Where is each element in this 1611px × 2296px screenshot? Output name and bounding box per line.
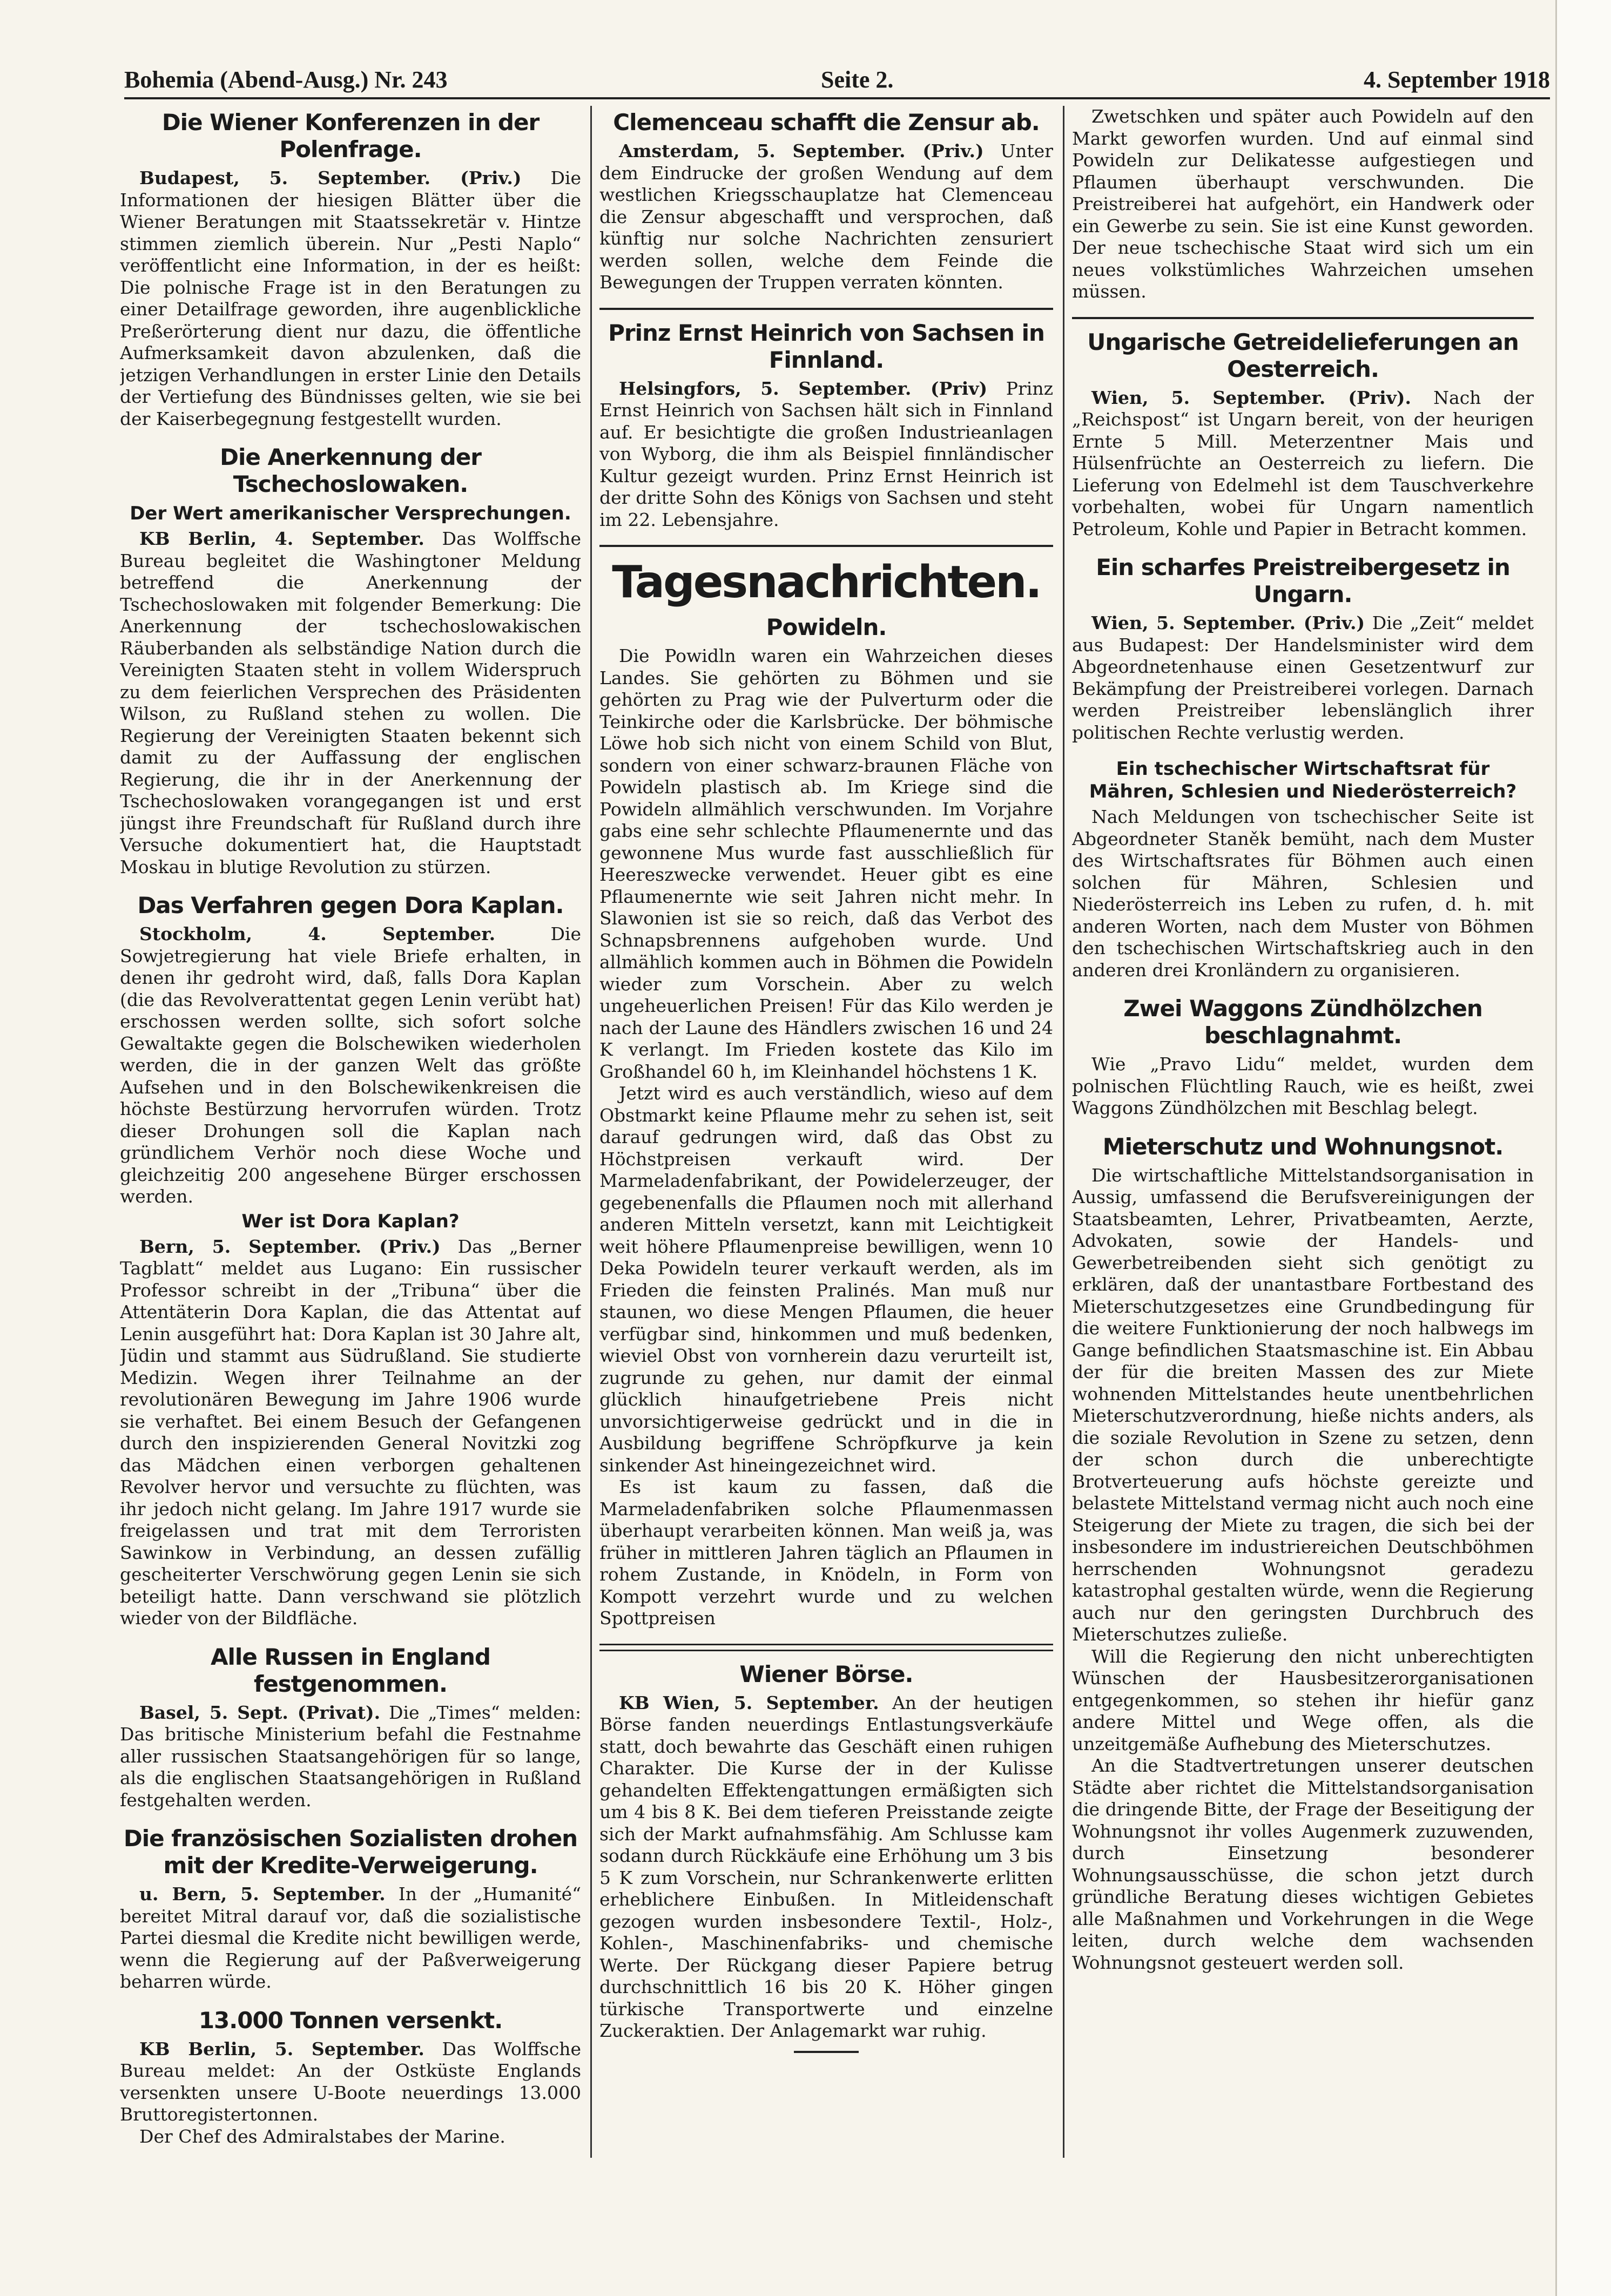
article-text: In der „Humanité“ bereitet Mitral darauf vor, daß die sozialistische Partei diesmal die Kredite nicht bewilligen werde, wenn die Regierung auf der Paßverweigerung beharren würde. xyxy=(120,1883,581,1992)
section-rule xyxy=(599,1644,1053,1651)
article-text: Prinz Ernst Heinrich von Sachsen hält sich in Finnland auf. Er besichtigte die großen Industrieanlagen von Wyborg, die ihm als Beispiel finnländischer Kultur gezeigt wurden. Prinz Ernst Heinrich ist der dritte Sohn des Königs von Sachsen und steht im 22. Lebensjahre. xyxy=(599,377,1053,530)
dateline: Wien, 5. September. (Priv.) xyxy=(1091,612,1365,633)
article-text: Die „Times“ melden: Das britische Ministerium befahl die Festnahme aller russischen Staatsangehörigen für so lange, als die englischen Staatsangehörigen in Rußland festgehalten werden. xyxy=(120,1701,581,1811)
article-text: Die Sowjetregierung hat viele Briefe erhalten, in denen ihr gedroht wird, daß, falls Dora Kaplan (die das Revolverattentat gegen Lenin verübt hat) erschossen werden sollte, sich sofort solche Gewaltakte gegen die Bolschewiken wiederholen werden, die in der ganzen Welt das größte Aufsehen und in den Bolschewikenkreisen die höchste Bestürzung hervorrufen würden. Trotz dieser Drohungen soll die Kaplan nach gründlichem Verhör noch diese Woche und gleichzeitig 200 angesehene Bürger erschossen werden. xyxy=(120,923,581,1207)
article-text: Es ist kaum zu fassen, daß die Marmeladenfabriken solche Pflaumenmassen überhaupt verarbeiten können. Man weiß ja, was früher in mittleren Jahren täglich an Pflaumen in rohem Zustande, in Knödeln, in Form von Kompott verzehrt wurde und zu welchen Spottpreisen xyxy=(599,1476,1053,1629)
article-title: Powideln. xyxy=(766,614,887,640)
scan-margin xyxy=(1555,0,1611,2296)
column-1 xyxy=(120,106,581,2158)
article-text: An die Stadtvertretungen unserer deutschen Städte aber richtet die Mittelstandsorganisation die dringende Bitte, der Frage der Beseitigung der Wohnungsnot ihr volles Augenmerk zuzuwenden, durch Einsetzung besonderer Wohnungsausschüsse, die schon jetzt durch gründliche Beratung dieses wichtigen Gebietes alle Maßnahmen und Vorkehrungen in die Wege leiten, durch welche dem wachsenden Wohnungsnot gesteuert werden soll. xyxy=(1072,1755,1534,1973)
article-title: Mieterschutz und Wohnungsnot. xyxy=(1102,1133,1504,1160)
article-title: Wiener Börse. xyxy=(739,1660,913,1687)
article-text: Nach Meldungen von tschechischer Seite ist Abgeordneter Staněk bemüht, nach dem Muster des Wirtschaftsrates für Böhmen auch einen solchen für Mähren, Schlesien und Niederösterreich ins Leben zu rufen, d. h. mit anderen Worten, nach dem Muster von Böhmen den tschechischen Wirtschaftskrieg auch in den anderen drei Kronländern zu organisieren. xyxy=(1072,806,1534,981)
article-tschechoslowaken xyxy=(120,444,581,878)
article-subtitle: Der Wert amerikanischer Versprechungen. xyxy=(130,503,571,524)
dateline: Budapest, 5. September. (Priv.) xyxy=(139,167,522,188)
article-title: Die französischen Sozialisten drohen mit der Kredite-Verweigerung. xyxy=(123,1825,578,1879)
article-text: Das „Berner Tagblatt“ meldet aus Lugano: Ein russischer Professor schreibt in der „Tribuna“ über die Attentäterin Dora Kaplan, die das Attentat auf Lenin ausgeführt hat: Dora Kaplan ist 30 Jahre alt, Jüdin und stammt aus Südrußland. Sie studierte Medizin. Wegen ihrer Teilnahme an der revolutionären Bewegung im Jahre 1906 wurde sie verhaftet. Bei einem Besuch der Gefangenen durch den inspizierenden General Novitzki zog das Mädchen einen verborgen gehaltenen Revolver hervor und versuchte zu flüchten, was ihr jedoch nicht gelang. Im Jahre 1917 wurde sie freigelassen und trat mit dem Terroristen Sawinkow in Verbindung, an dessen zufällig gescheiterter Verschwörung gegen Lenin sie sich beteiligt hatte. Dann verschwand sie plötzlich wieder von der Bildfläche. xyxy=(120,1235,581,1629)
header-page-number: Seite 2. xyxy=(821,66,894,93)
dateline: Basel, 5. Sept. (Privat). xyxy=(139,1701,381,1723)
article-title: Die Anerkennung der Tschechoslowaken. xyxy=(220,444,481,497)
article-sozialisten xyxy=(120,1825,581,1993)
header-masthead: Bohemia (Abend-Ausg.) Nr. 243 xyxy=(124,66,448,93)
dateline: Helsingfors, 5. September. (Priv) xyxy=(619,377,988,399)
article-title: 13.000 Tonnen versenkt. xyxy=(198,2007,503,2034)
dateline: Stockholm, 4. September. xyxy=(139,923,496,944)
dateline: KB Berlin, 4. September. xyxy=(139,528,424,549)
column-3 xyxy=(1072,106,1534,2158)
dateline: KB Berlin, 5. September. xyxy=(139,2038,424,2059)
article-text: Jetzt wird es auch verständlich, wieso auf dem Obstmarkt keine Pflaume mehr zu sehen ist, seit darauf gedrungen wird, daß das Obst zu Höchstpreisen verkauft wird. Der Marmeladenfabrikant, der Powidelerzeuger, der gegebenenfalls die Pflaumen noch mit allerhand anderen Mitteln versetzt, kann mit Leichtigkeit weit höhere Pflaumenpreise bewilligen, wenn 10 Deka Powideln teurer verkauft werden, als im Frieden die feinsten Pralinés. Man muß nur staunen, wo diese Mengen Pflaumen, die heuer verfügbar sind, hinkommen und muß bedenken, wieviel Obst von vornherein dazu verurteilt ist, zugrunde zu gehen, nur damit der einmal glücklich hinaufgetriebene Preis nicht unvorsichtigerweise gedrückt und in die in Ausbildung begriffene Schröpfkurve ja kein sinkender Ast hineingezeichnet wird. xyxy=(599,1083,1053,1476)
article-text: Nach der „Reichspost“ ist Ungarn bereit, von der heurigen Ernte 5 Mill. Meterzentner Mais und Hülsenfrüchte an Oesterreich zu liefern. Die Lieferung von Edelmehl ist dem Tauschverkehre vorbehalten, wobei für Ungarn namentlich Petroleum, Kohle und Papier in Betracht kommen. xyxy=(1072,387,1534,539)
section-rule xyxy=(1072,317,1534,319)
article-signature: Der Chef des Admiralstabes der Marine. xyxy=(139,2125,505,2147)
article-text: Will die Regierung den nicht unberechtigten Wünschen der Hausbesitzerorganisationen entgegenkommen, so stehen ihr hiefür ganz andere Mittel und Wege offen, als die unzeitgemäße Aufhebung des Mieterschutzes. xyxy=(1072,1645,1534,1754)
article-title: Ein tschechischer Wirtschaftsrat für Mähren, Schlesien und Niederösterreich? xyxy=(1089,758,1517,802)
article-tonnen-versenkt xyxy=(120,2007,581,2148)
article-title: Clemenceau schafft die Zensur ab. xyxy=(613,109,1040,136)
article-subtitle: Wer ist Dora Kaplan? xyxy=(241,1210,460,1232)
article-title: Ungarische Getreidelieferungen an Oesterreich. xyxy=(1087,328,1519,382)
article-zuendhoelzchen xyxy=(1072,995,1534,1119)
article-text: Die wirtschaftliche Mittelstandsorganisation in Aussig, umfassend die Berufsvereinigungen der Staatsbeamten, Lehrer, Privatbeamten, Aerzte, Advokaten, sowie der Handels- und Gewerbetreibenden sieht sich genötigt zu erklären, daß der unantastbare Fortbestand des Mieterschutzgesetzes eine Grundbedingung für die weitere Funktionierung der noch halbwegs im Gange befindlichen Staatsmaschine ist. Ein Abbau der für die breiten Massen des zur Miete wohnenden Mittelstandes heute unentbehrlichen Mieterschutzverordnung, hieße nichts anders, als die soziale Revolution in Szene zu setzen, denn der schon durch die unberechtigte Brotverteuerung aufs höchste gereizte und belastete Mittelstand vermag nicht auch noch eine Steigerung der Miete zu tragen, die sich bei der insbesondere im industriereichen Deutschböhmen herrschenden Wohnungsnot geradezu katastrophal gestalten würde, wenn die Regierung auch nur den geringsten Durchbruch des Mieterschutzes zuließe. xyxy=(1072,1164,1534,1645)
article-powideln xyxy=(599,614,1053,1630)
section-rule xyxy=(599,308,1053,310)
article-polenfrage xyxy=(120,109,581,430)
article-title: Das Verfahren gegen Dora Kaplan. xyxy=(137,892,564,919)
article-wirtschaftsrat xyxy=(1072,758,1534,981)
article-text: Wie „Pravo Lidu“ meldet, wurden dem polnischen Flüchtling Rauch, wie es heißt, zwei Waggons Zündhölzchen mit Beschlag belegt. xyxy=(1072,1054,1534,1118)
article-powideln-continued xyxy=(1072,106,1534,303)
end-rule xyxy=(794,2051,859,2053)
article-text: Unter dem Eindrucke der großen Wendung auf dem westlichen Kriegsschauplatze hat Clemenceau die Zensur abgeschafft und versprochen, daß künftig nur solche Nachrichten zensuriert werden sollen, welche dem Feinde die Bewegungen der Truppen verraten könnten. xyxy=(599,140,1053,293)
dateline: Bern, 5. September. (Priv.) xyxy=(139,1235,441,1257)
column-divider xyxy=(590,106,592,2158)
article-dora-kaplan xyxy=(120,892,581,1630)
article-text: An der heutigen Börse fanden neuerdings Entlastungsverkäufe statt, doch bewahrte das Geschäft einen ruhigen Charakter. Die Kurse der in der Kulisse gehandelten Effektengattungen ermäßigten sich um 4 bis 8 K. Bei dem tieferen Preisstande zeigte sich der Markt aufnahmsfähig. Am Schlusse kam sodann durch Rückkäufe eine Erhöhung um 3 bis 5 K zum Vorschein, nur Schrankenwerte erlitten erheblichere Einbußen. In Mitleidenschaft gezogen wurden insbesondere Textil-, Holz-, Kohlen-, Maschinenfabriks- und chemische Werte. Der Rückgang dieser Papiere betrug durchschnittlich 16 bis 20 K. Höher gingen türkische Transportwerte und einzelne Zuckeraktien. Der Anlagemarkt war ruhig. xyxy=(599,1692,1053,2041)
article-mieterschutz xyxy=(1072,1133,1534,1974)
section-heading: Tagesnachrichten. xyxy=(612,557,1041,608)
article-title: Alle Russen in England festgenommen. xyxy=(211,1643,490,1697)
article-wiener-boerse xyxy=(599,1661,1053,2053)
article-getreidelieferungen xyxy=(1072,329,1534,541)
dateline: Amsterdam, 5. September. (Priv.) xyxy=(619,140,984,161)
page-header xyxy=(124,60,1550,98)
dateline: KB Wien, 5. September. xyxy=(619,1692,879,1713)
article-text: Die „Zeit“ meldet aus Budapest: Der Handelsminister wird dem Abgeordnetenhause einen Gesetzentwurf zur Bekämpfung der Preistreiberei vorlegen. Darnach werden Preistreiber lebenslänglich ihrer politischen Rechte verlustig werden. xyxy=(1072,612,1534,743)
article-title: Zwei Waggons Zündhölzchen beschlagnahmt. xyxy=(1123,995,1482,1049)
dateline: u. Bern, 5. September. xyxy=(139,1883,386,1905)
article-text: Zwetschken und später auch Powideln auf den Markt geworfen wurden. Und auf einmal sind Powideln zur Delikatesse aufgestiegen und Pflaumen überhaupt verschwunden. Die Preistreiberei hat aufgehört, ein Handwerk oder ein Gewerbe zu sein. Sie ist eine Kunst geworden. Der neue tschechische Staat wird sich um ein neues volkstümliches Wahrzeichen umsehen müssen. xyxy=(1072,106,1534,302)
section-rule xyxy=(599,545,1053,547)
article-prinz-ernst xyxy=(599,320,1053,531)
column-2 xyxy=(599,106,1053,2158)
article-title: Die Wiener Konferenzen in der Polenfrage. xyxy=(161,109,540,163)
header-date: 4. September 1918 xyxy=(1363,66,1550,93)
article-text: Das Wolffsche Bureau meldet: An der Ostküste Englands versenkten unsere U-Boote neuerdings 13.000 Bruttoregistertonnen. xyxy=(120,2038,581,2125)
article-text: Das Wolffsche Bureau begleitet die Washingtoner Meldung betreffend die Anerkennung der Tschechoslowaken mit folgender Bemerkung: Die Anerkennung der tschechoslowakischen Räuberbanden als selbständige Nation durch die Vereinigten Staaten steht in vollem Widerspruch zu dem feierlichen Versprechen des Präsidenten Wilson, zu Rußland stehen zu wollen. Die Regierung der Vereinigten Staaten bekennt sich damit zu der Auffassung der englischen Regierung, die ihr in der Anerkennung der Tschechoslowaken vorangegangen ist und erst jüngst ihre Freundschaft für Rußland durch ihre Versuche dokumentiert hat, die Hauptstadt Moskau in blutige Revolution zu stürzen. xyxy=(120,528,581,877)
article-russen-england xyxy=(120,1644,581,1812)
article-title: Prinz Ernst Heinrich von Sachsen in Finnland. xyxy=(608,319,1044,373)
article-clemenceau xyxy=(599,109,1053,294)
article-text: Die Powidln waren ein Wahrzeichen dieses Landes. Sie gehörten zu Böhmen und sie gehörten zu Prag wie der Pulverturm oder die Teinkirche oder die Karlsbrücke. Der böhmische Löwe hob sich nicht von einem Schild von Blut, sondern von einer schwarz-braunen Fläche von Powideln plastisch ab. Im Kriege sind die Powideln allmählich verschwunden. Im Vorjahre gabs eine sehr schlechte Pflaumenernte und das gewonnene Mus wurde fast ausschließlich für Heereszwecke verwendet. Heuer gibt es eine Pflaumenernte wie seit Jahren nicht mehr. In Slawonien ist sie so reich, daß das Verbot des Schnapsbrennens aufgehoben wurde. Und allmählich kommen auch in Böhmen die Powideln wieder zum Vorschein. Aber zu welch ungeheuerlichen Preisen! Für das Kilo werden je nach der Laune des Händlers zwischen 16 und 24 K verlangt. Im Frieden kostete das Kilo im Großhandel 60 h, im Kleinhandel höchstens 1 K. xyxy=(599,645,1053,1082)
article-title: Ein scharfes Preistreibergesetz in Ungarn. xyxy=(1096,554,1510,607)
dateline: Wien, 5. September. (Priv). xyxy=(1091,387,1411,408)
article-preistreibergesetz xyxy=(1072,554,1534,744)
article-text: Die Informationen der hiesigen Blätter über die Wiener Beratungen mit Staatssekretär v. Hintze stimmen ziemlich überein. Nur „Pesti Naplo“ veröffentlicht eine Information, in der es heißt: Die polnische Frage ist in den Beratungen zu einer Detailfrage geworden, ihre augenblickliche Preßerörterung dient nur dazu, die öffentliche Aufmerksamkeit davon abzulenken, daß die jetzigen Verhandlungen in erster Linie den Details der Vertiefung des Bündnisses gelten, wie sie bei der Kaiserbegegnung festgestellt wurden. xyxy=(120,167,581,429)
column-divider xyxy=(1063,106,1064,2158)
header-rule xyxy=(124,97,1550,99)
